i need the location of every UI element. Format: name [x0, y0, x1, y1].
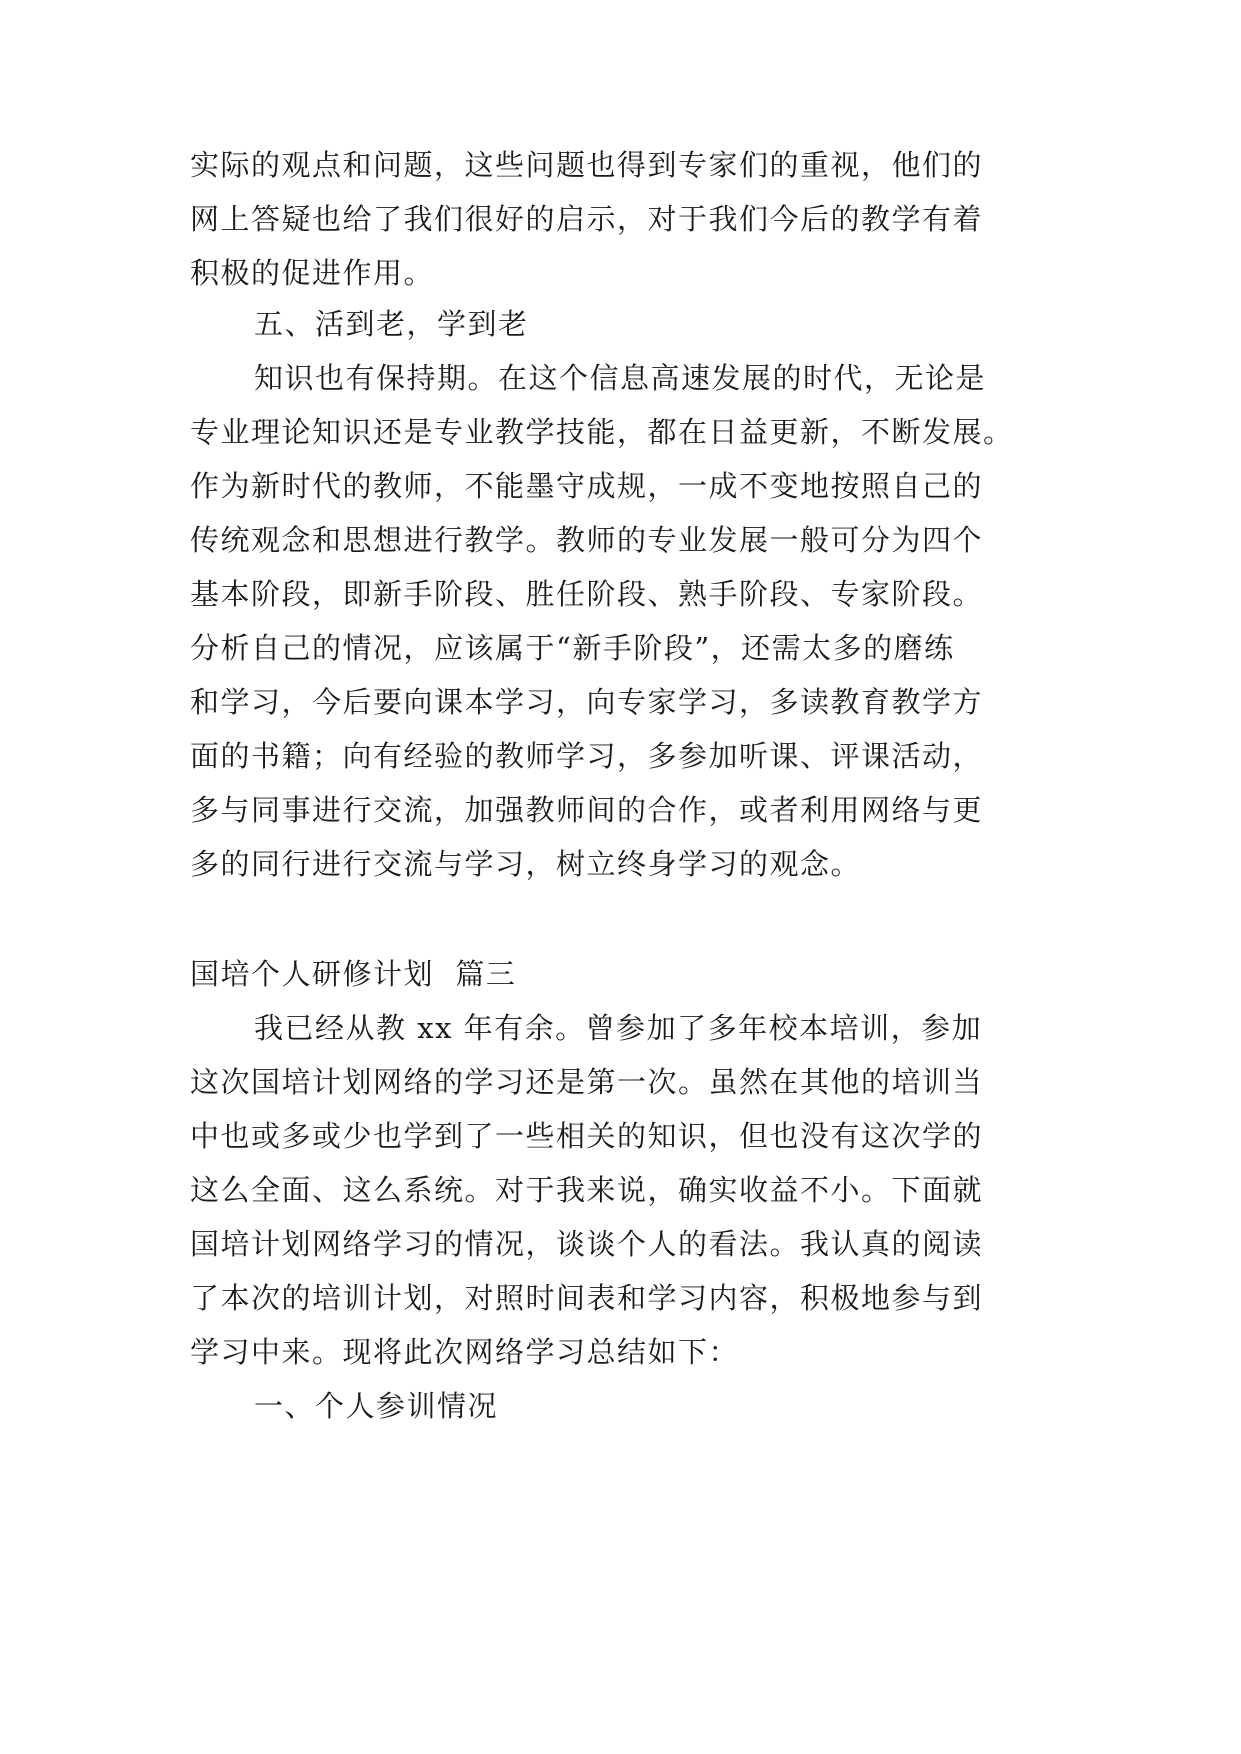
text-line: 知识也有保持期。在这个信息高速发展的时代，无论是 — [254, 361, 987, 395]
text-line: 国培计划网络学习的情况，谈谈个人的看法。我认真的阅读 — [190, 1227, 984, 1261]
text-line: 中也或多或少也学到了一些相关的知识，但也没有这次学的 — [190, 1119, 984, 1153]
text-line: 传统观念和思想进行教学。教师的专业发展一般可分为四个 — [190, 523, 984, 557]
text-line: 作为新时代的教师，不能墨守成规，一成不变地按照自己的 — [190, 469, 984, 503]
text-line: 专业理论知识还是专业教学技能，都在日益更新，不断发展。 — [190, 415, 1014, 449]
text-line: 网上答疑也给了我们很好的启示，对于我们今后的教学有着 — [190, 202, 984, 236]
text-line: 实际的观点和问题，这些问题也得到专家们的重视，他们的 — [190, 148, 984, 182]
text-line: 基本阶段，即新手阶段、胜任阶段、熟手阶段、专家阶段。 — [190, 577, 984, 611]
text-line: 这次国培计划网络的学习还是第一次。虽然在其他的培训当 — [190, 1065, 984, 1099]
text-line: 积极的促进作用。 — [190, 256, 435, 290]
section-heading: 五、活到老，学到老 — [254, 307, 529, 341]
text-line: 这么全面、这么系统。对于我来说，确实收益不小。下面就 — [190, 1173, 984, 1207]
text-line: 多的同行进行交流与学习，树立终身学习的观念。 — [190, 847, 862, 881]
article-title: 国培个人研修计划 篇三 — [190, 957, 517, 991]
text-line: 了本次的培训计划，对照时间表和学习内容，积极地参与到 — [190, 1281, 984, 1315]
text-line: 面的书籍；向有经验的教师学习，多参加听课、评课活动， — [190, 739, 984, 773]
text-line: 学习中来。现将此次网络学习总结如下： — [190, 1335, 740, 1369]
text-line: 多与同事进行交流，加强教师间的合作，或者利用网络与更 — [190, 793, 984, 827]
subheading: 一、个人参训情况 — [254, 1389, 499, 1423]
text-line: 我已经从教 xx 年有余。曾参加了多年校本培训，参加 — [254, 1011, 983, 1045]
text-line: 和学习，今后要向课本学习，向专家学习，多读教育教学方 — [190, 685, 984, 719]
text-line: 分析自己的情况，应该属于“新手阶段”，还需太多的磨练 — [190, 631, 955, 665]
